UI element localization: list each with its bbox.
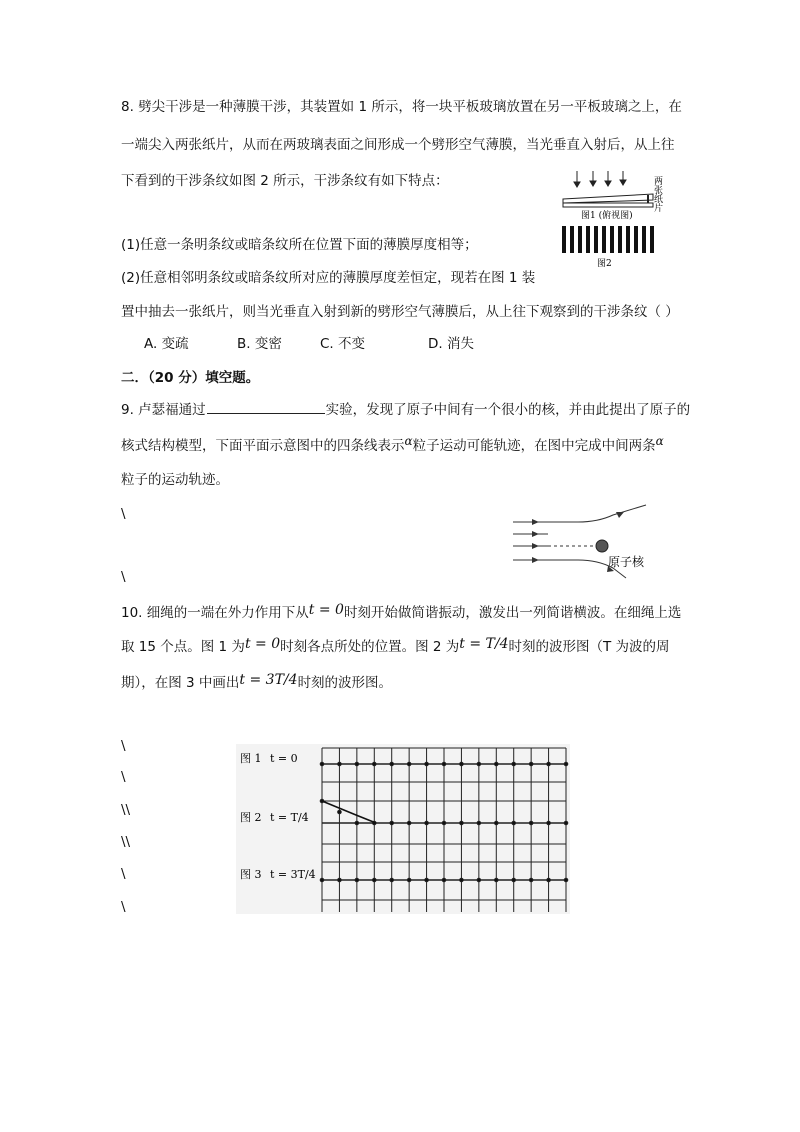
fig2-caption: 图2	[597, 259, 612, 269]
backslash-mark: \	[121, 569, 126, 585]
string-point	[425, 878, 429, 882]
string-point	[442, 878, 446, 882]
q8-line-5: (2)任意相邻明条纹或暗条纹所对应的薄膜厚度差恒定，现若在图 1 装	[121, 270, 536, 286]
string-point	[320, 878, 324, 882]
wave-figure-label: 图 3	[240, 868, 262, 881]
backslash-mark: \	[121, 769, 126, 785]
string-point	[529, 762, 533, 766]
string-point	[355, 821, 359, 825]
string-point	[425, 821, 429, 825]
wave-figure-label: 图 1	[240, 752, 262, 765]
string-point	[529, 821, 533, 825]
string-point	[494, 762, 498, 766]
q8-line-6: 置中抽去一张纸片，则当光垂直入射到新的劈形空气薄膜后，从上往下观察到的干涉条纹（ ）	[121, 304, 679, 320]
alpha-symbol: α	[655, 434, 664, 448]
string-point	[390, 878, 394, 882]
backslash-mark: \	[121, 738, 126, 754]
q10-eq-4: t = 3T/4	[239, 672, 298, 688]
wave-time-label: t = 3T/4	[270, 868, 316, 881]
alpha-scattering-figure	[508, 500, 658, 580]
string-point	[512, 878, 516, 882]
q9-text-a: 9. 卢瑟福通过	[121, 402, 206, 418]
string-point	[494, 821, 498, 825]
backslash-mark: \	[121, 899, 126, 915]
q8-line-1: 8. 劈尖干涉是一种薄膜干涉，其装置如 1 所示，将一块平板玻璃放置在另一平板玻璃之上，在	[121, 99, 682, 115]
q10-text-f: 期），在图 3 中画出	[121, 675, 240, 691]
nucleus-label: 原子核	[608, 555, 645, 569]
q8-option-a: A. 变疏	[144, 336, 189, 352]
backslash-mark: \\	[121, 834, 131, 850]
backslash-mark: \	[121, 506, 126, 522]
q10-text-g: 时刻的波形图。	[297, 675, 393, 691]
alpha-symbol: α	[404, 434, 413, 448]
string-point	[425, 762, 429, 766]
q8-option-b: B. 变密	[237, 336, 282, 352]
q9-line-3: 粒子的运动轨迹。	[121, 472, 229, 488]
q9-line-2	[121, 434, 664, 455]
string-point	[442, 762, 446, 766]
q10-text-b: 时刻开始做简谐振动，激发出一列简谐横波。在细绳上选	[343, 605, 682, 621]
figure-background	[236, 744, 570, 914]
q10-text-a: 10. 细绳的一端在外力作用下从	[121, 605, 309, 621]
backslash-mark: \	[121, 866, 126, 882]
wave-time-label: t = 0	[270, 752, 298, 765]
q9-line-1	[121, 400, 690, 419]
interference-fringes	[562, 226, 654, 253]
q9-text-d: 粒子运动可能轨迹，在图中完成中间两条	[412, 438, 656, 454]
q9-answer-blank[interactable]	[207, 400, 325, 414]
string-point	[390, 821, 394, 825]
string-point	[547, 821, 551, 825]
q10-text-d: 时刻各点所处的位置。图 2 为	[280, 639, 460, 655]
q10-text-e: 时刻的波形图（T 为波的周	[508, 639, 670, 655]
q10-text-c: 取 15 个点。图 1 为	[121, 639, 245, 655]
fig1-caption: 图1 (俯视图)	[581, 211, 633, 221]
q9-text-c: 核式结构模型，下面平面示意图中的四条线表示	[121, 438, 405, 454]
string-point	[477, 762, 481, 766]
string-point	[512, 762, 516, 766]
q8-option-c: C. 不变	[320, 336, 366, 352]
string-point	[529, 878, 533, 882]
q10-eq-2: t = 0	[244, 636, 281, 652]
string-point	[338, 878, 342, 882]
q8-line-2: 一端尖入两张纸片，从而在两玻璃表面之间形成一个劈形空气薄膜，当光垂直入射后，从上往	[121, 137, 675, 153]
string-point	[494, 878, 498, 882]
wave-figure-label: 图 2	[240, 811, 262, 824]
string-point	[460, 762, 464, 766]
q10-eq-1: t = 0	[308, 602, 344, 618]
string-point	[407, 878, 411, 882]
glass-plates	[563, 194, 653, 207]
q8-line-4: (1)任意一条明条纹或暗条纹所在位置下面的薄膜厚度相等；	[121, 237, 478, 253]
string-point	[564, 821, 568, 825]
string-point	[372, 878, 376, 882]
string-point	[477, 821, 481, 825]
string-point	[390, 762, 394, 766]
string-point	[372, 762, 376, 766]
string-point	[512, 821, 516, 825]
wave-time-label: t = T/4	[270, 811, 309, 824]
q9-text-b: 实验，发现了原子中间有一个很小的核，并由此提出了原子的	[325, 402, 691, 418]
down-arrows	[574, 171, 626, 187]
section-title: 二．（20 分）填空题。	[121, 370, 260, 386]
string-point	[564, 762, 568, 766]
backslash-mark: \\	[121, 802, 131, 818]
q8-line-3: 下看到的干涉条纹如图 2 所示，干涉条纹有如下特点：	[121, 173, 449, 189]
string-point	[320, 762, 324, 766]
string-point	[407, 821, 411, 825]
string-point	[338, 762, 342, 766]
wave-grid-figure	[236, 744, 570, 914]
string-point	[477, 878, 481, 882]
string-point	[355, 762, 359, 766]
q8-option-d: D. 消失	[428, 336, 474, 352]
q10-line-3	[121, 674, 392, 692]
q10-eq-3: t = T/4	[459, 636, 509, 652]
nucleus	[596, 540, 608, 552]
q10-line-2	[121, 638, 670, 656]
string-point	[564, 878, 568, 882]
q8-figure	[555, 166, 673, 270]
string-point	[460, 821, 464, 825]
q10-line-1	[121, 604, 681, 622]
string-point	[547, 878, 551, 882]
string-point	[338, 810, 342, 814]
string-point	[355, 878, 359, 882]
string-point	[547, 762, 551, 766]
string-point	[460, 878, 464, 882]
string-point	[442, 821, 446, 825]
fig1-side-label: 两张纸片	[652, 176, 662, 212]
string-point	[407, 762, 411, 766]
